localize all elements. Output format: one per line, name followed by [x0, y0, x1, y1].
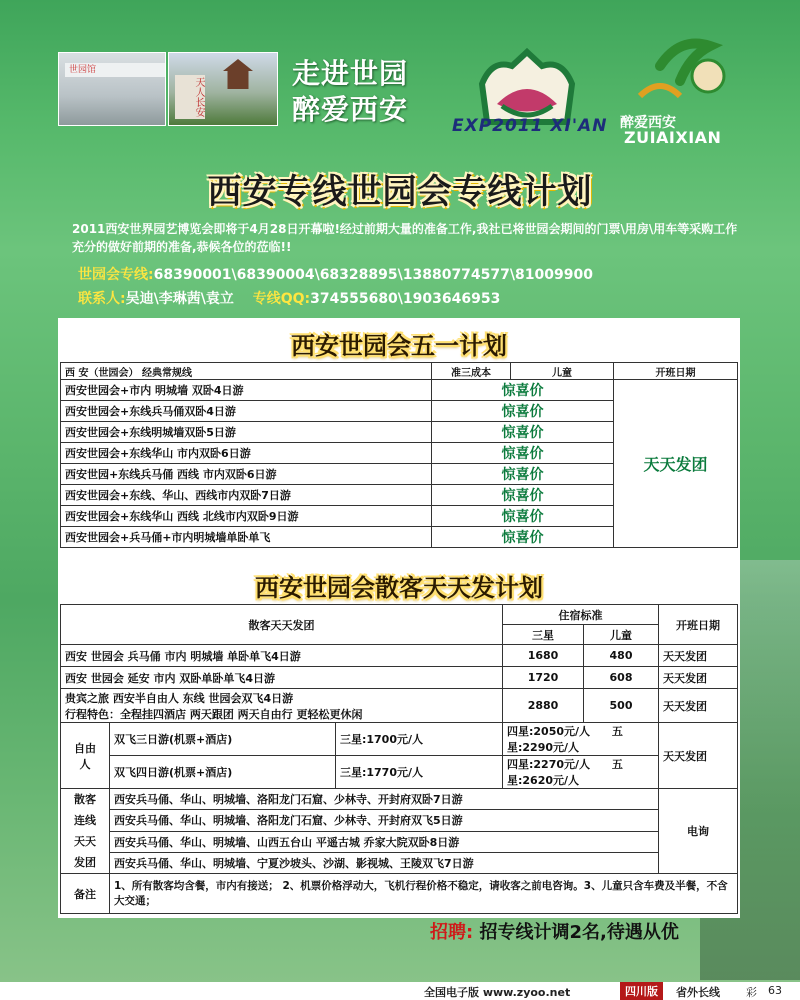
- extra-label-3: 天天: [74, 835, 96, 848]
- extra-label-4: 发团: [74, 856, 96, 869]
- tower-shape: [223, 59, 253, 89]
- table-row: [61, 723, 738, 756]
- col-header-std: 住宿标准: [503, 605, 659, 625]
- hotline: [78, 264, 593, 284]
- free-three-star: 三星:1770元/人: [335, 756, 502, 789]
- table-row: [61, 789, 738, 810]
- qq-numbers: 374555680\1903646953: [310, 291, 501, 307]
- daily-tour-table: [60, 604, 738, 914]
- schedule-cell: 天天发团: [659, 723, 738, 789]
- route-name: 西安世园会+东线兵马俑双卧4日游: [61, 401, 432, 422]
- footer-page-number: 63: [768, 984, 782, 997]
- section1-title: 西安世园会五一计划: [291, 332, 507, 360]
- itinerary-panel: [58, 318, 740, 918]
- vip-line-1: 贵宾之旅 西安半自由人 东线 世园会双飞4日游: [65, 691, 294, 705]
- schedule-cell: 天天发团: [659, 689, 738, 723]
- contact-names: 吴迪\李琳茜\袁立: [125, 291, 234, 307]
- route-name: 西安世园+东线兵马俑 西线 市内双卧6日游: [61, 464, 432, 485]
- table-row: [61, 756, 738, 789]
- child-price: 608: [584, 667, 659, 689]
- free-three-star: 三星:1700元/人: [335, 723, 502, 756]
- extra-label-2: 连线: [74, 814, 96, 827]
- table-header-row: [61, 605, 738, 625]
- price-cell: 惊喜价: [432, 380, 614, 401]
- table-row: [61, 874, 738, 914]
- col-header-title: 散客天天发团: [61, 605, 503, 645]
- route-name: 西安 世园会 兵马俑 市内 明城墙 单卧单飞4日游: [61, 645, 503, 667]
- footer-site[interactable]: 全国电子版 www.zyoo.net: [424, 986, 571, 999]
- contact-line: [78, 288, 500, 308]
- tianren-changan-photo: [168, 52, 278, 126]
- page-title: 西安专线世园会专线计划: [207, 172, 593, 212]
- free-route: 双飞四日游(机票+酒店): [110, 756, 336, 789]
- may-day-table: [60, 362, 738, 548]
- route-name: 西安世园会+兵马俑+市内明城墙单卧单飞: [61, 527, 432, 548]
- col-header-route: 西 安（世园会） 经典常规线: [61, 363, 432, 380]
- table-header-row: [61, 363, 738, 380]
- col-header-cost: 准三成本: [432, 363, 511, 380]
- price-cell: 惊喜价: [432, 422, 614, 443]
- slogan: [292, 56, 408, 128]
- free-four-star: 四星:2270元/人: [507, 758, 591, 771]
- slogan-line-1: 走进世园: [292, 57, 409, 90]
- page-footer: [0, 982, 800, 1000]
- schedule-cell: 电询: [659, 789, 738, 874]
- table-row: [61, 645, 738, 667]
- hotline-label: 世园会专线:: [78, 267, 154, 283]
- section2-title: 西安世园会散客天天发计划: [255, 574, 543, 602]
- price-cell: 惊喜价: [432, 485, 614, 506]
- route-name: 西安世园会+东线、华山、西线市内双卧7日游: [61, 485, 432, 506]
- free-five-star: 五星:2620元/人: [507, 758, 623, 787]
- price-cell: 惊喜价: [432, 506, 614, 527]
- extra-route: 西安兵马俑、华山、明城墙、洛阳龙门石窟、少林寺、开封府双飞5日游: [110, 810, 659, 831]
- free-four-star: 四星:2050元/人: [507, 725, 591, 738]
- intro-text: 2011西安世界园艺博览会即将于4月28日开幕啦!经过前期大量的准备工作,我社已将世园会期间的门票\用房\用车等采购工作充分的做好前期的准备,恭候各位的莅临!!: [72, 222, 738, 254]
- qq-label: 专线QQ:: [252, 291, 311, 307]
- zuiai-xian-logo: [620, 36, 730, 116]
- price-cell: 惊喜价: [432, 464, 614, 485]
- footer-edition: 四川版: [620, 982, 663, 1000]
- table-row: [61, 852, 738, 873]
- notes-text: 1、所有散客均含餐，市内有接送； 2、机票价格浮动大，飞机行程价格不稳定，请收客之前电咨询。3、儿童只含车费及半餐，不含大交通；: [110, 874, 738, 914]
- table-row: [61, 380, 738, 401]
- col-header-date: 开班日期: [614, 363, 738, 380]
- recruit-text: 招专线计调2名,待遇从优: [479, 922, 679, 943]
- free-label-1: 自由: [74, 741, 96, 755]
- table-row: [61, 667, 738, 689]
- table-row: [61, 689, 738, 723]
- free-route: 双飞三日游(机票+酒店): [110, 723, 336, 756]
- free-four-five-star: [503, 723, 659, 756]
- extra-route: 西安兵马俑、华山、明城墙、山西五台山 平遥古城 乔家大院双卧8日游: [110, 831, 659, 852]
- price-cell: 惊喜价: [432, 443, 614, 464]
- col-header-three-star: 三星: [503, 625, 584, 645]
- free-five-star: 五星:2290元/人: [507, 725, 623, 754]
- free-four-five-star: [503, 756, 659, 789]
- zuiai-logo-chinese: 醉爱西安: [620, 115, 676, 131]
- schedule-cell: 天天发团: [614, 380, 738, 548]
- three-star-price: 2880: [503, 689, 584, 723]
- price-cell: 惊喜价: [432, 401, 614, 422]
- extra-route: 西安兵马俑、华山、明城墙、洛阳龙门石窟、少林寺、开封府双卧7日游: [110, 789, 659, 810]
- recruit-label: 招聘:: [430, 922, 474, 943]
- extra-label-1: 散客: [74, 793, 96, 806]
- table-row: [61, 831, 738, 852]
- extra-route: 西安兵马俑、华山、明城墙、宁夏沙坡头、沙湖、影视城、王陵双飞7日游: [110, 852, 659, 873]
- vip-route: [61, 689, 503, 723]
- col-header-child: 儿童: [511, 363, 614, 380]
- child-price: 500: [584, 689, 659, 723]
- col-header-child: 儿童: [584, 625, 659, 645]
- stone-tablet: 天人长安: [175, 75, 205, 119]
- expo-hall-photo: [58, 52, 166, 126]
- zuiai-logo-pinyin: ZUIAIXIAN: [624, 128, 722, 147]
- notes-label: 备注: [61, 874, 110, 914]
- route-name: 西安世园会+东线华山 西线 北线市内双卧9日游: [61, 506, 432, 527]
- expo-hall-sign: 世园馆: [65, 63, 165, 77]
- col-header-date: 开班日期: [659, 605, 738, 645]
- route-name: 西安世园会+东线华山 市内双卧6日游: [61, 443, 432, 464]
- contact-label: 联系人:: [78, 291, 126, 307]
- footer-color: 彩: [746, 986, 757, 999]
- three-star-price: 1680: [503, 645, 584, 667]
- extra-label: [61, 789, 110, 874]
- free-label: [61, 723, 110, 789]
- three-star-price: 1720: [503, 667, 584, 689]
- child-price: 480: [584, 645, 659, 667]
- vip-line-2: 行程特色：全程挂四酒店 两天跟团 两天自由行 更轻松更休闲: [65, 707, 363, 721]
- route-name: 西安 世园会 延安 市内 双卧单卧单飞4日游: [61, 667, 503, 689]
- price-cell: 惊喜价: [432, 527, 614, 548]
- slogan-line-2: 醉爱西安: [292, 93, 409, 126]
- table-row: [61, 810, 738, 831]
- hotline-numbers: 68390001\68390004\68328895\13880774577\81009900: [153, 267, 593, 283]
- route-name: 西安世园会+市内 明城墙 双卧4日游: [61, 380, 432, 401]
- free-label-2: 人: [79, 757, 91, 771]
- expo-logo-text: EXP2011 XI'AN: [452, 116, 608, 136]
- schedule-cell: 天天发团: [659, 667, 738, 689]
- footer-section: 省外长线: [676, 986, 720, 999]
- schedule-cell: 天天发团: [659, 645, 738, 667]
- route-name: 西安世园会+东线明城墙双卧5日游: [61, 422, 432, 443]
- recruitment: [430, 918, 679, 944]
